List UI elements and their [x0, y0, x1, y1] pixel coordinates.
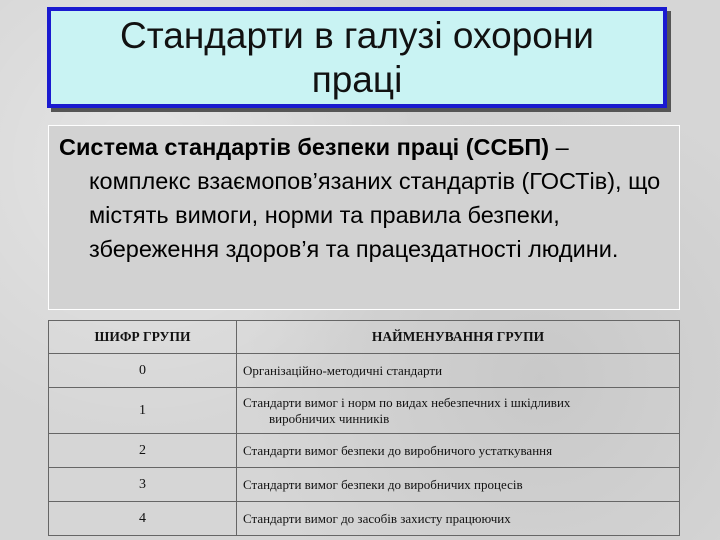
- table-row: [49, 502, 680, 536]
- group-name: [237, 502, 680, 536]
- definition-paragraph: [59, 130, 669, 266]
- table-header-row: [49, 321, 680, 354]
- table-row: [49, 468, 680, 502]
- group-name-text: Стандарти вимог і норм по видах небезпечних і шкідливих: [243, 394, 571, 410]
- table-row: [49, 388, 680, 434]
- group-name: [237, 468, 680, 502]
- definition-text: – комплекс взаємопов’язаних стандартів (ГОСТів), що містять вимоги, норми та правила безпеки, збереження здоров’я та працездатності людини.: [89, 134, 661, 262]
- standards-groups-table: [48, 320, 680, 536]
- table-row: [49, 354, 680, 388]
- group-name-text: Організаційно-методичні стандарти: [243, 362, 443, 378]
- group-name-text: Стандарти вимог до засобів захисту працюючих: [243, 510, 511, 526]
- title-box: [47, 7, 667, 108]
- group-code: 2: [49, 434, 237, 468]
- group-name: [237, 434, 680, 468]
- table-row: [49, 434, 680, 468]
- header-name: НАЙМЕНУВАННЯ ГРУПИ: [237, 321, 680, 354]
- group-name-text: Стандарти вимог безпеки до виробничого устаткування: [243, 442, 553, 458]
- group-name: [237, 354, 680, 388]
- group-code: 1: [49, 388, 237, 434]
- group-code: 0: [49, 354, 237, 388]
- header-code: ШИФР ГРУПИ: [49, 321, 237, 354]
- group-code: 4: [49, 502, 237, 536]
- group-name: [237, 388, 680, 434]
- definition-term: Система стандартів безпеки праці (ССБП): [59, 134, 550, 160]
- group-code: 3: [49, 468, 237, 502]
- group-name-text: Стандарти вимог безпеки до виробничих процесів: [243, 476, 523, 492]
- group-name-continuation: виробничих чинників: [269, 410, 390, 426]
- definition-box: [48, 125, 680, 310]
- slide-title: Стандарти в галузі охорони праці: [120, 14, 594, 100]
